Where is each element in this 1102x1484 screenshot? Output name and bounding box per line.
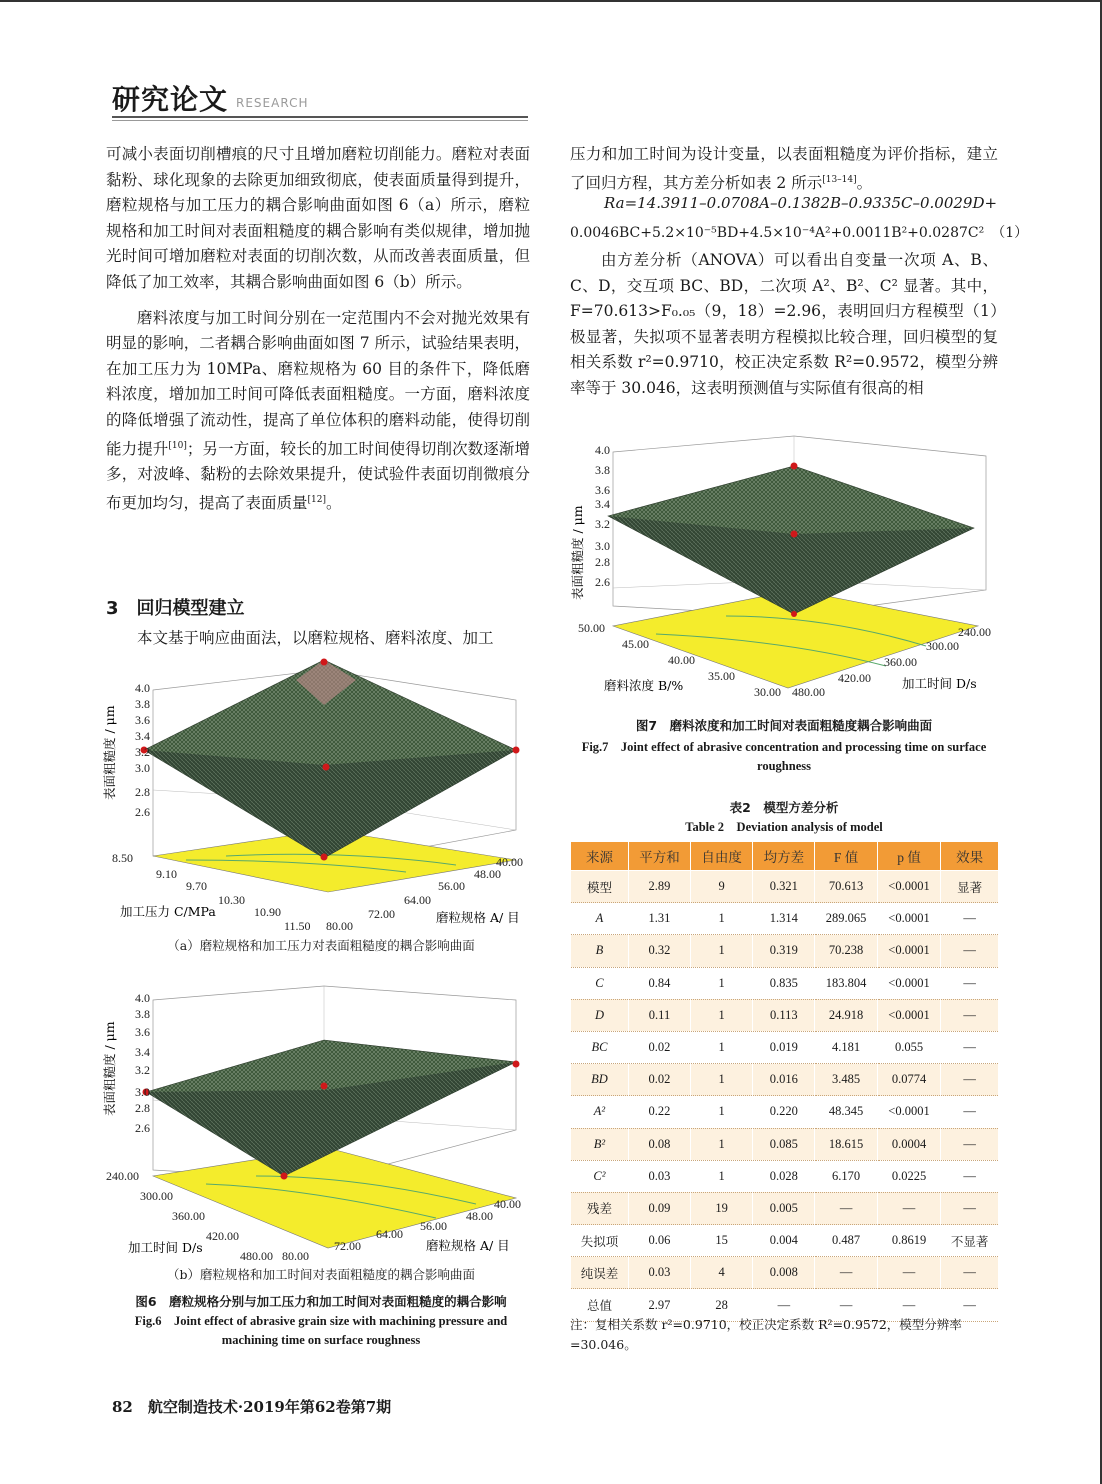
- x-tick: 480.00: [240, 1249, 273, 1263]
- table-cell: 1: [691, 1128, 753, 1160]
- z-tick: 3.2: [135, 1063, 150, 1077]
- table-cell: —: [941, 1128, 998, 1160]
- table-cell: 0.008: [753, 1257, 815, 1289]
- table-note: 注：复相关系数 r²=0.9710，校正决定系数 R²=0.9572，模型分辨率=30.046。: [570, 1317, 962, 1352]
- y-tick: 80.00: [326, 919, 353, 933]
- table-header: 来源: [571, 842, 629, 871]
- paragraph: [106, 306, 530, 517]
- table-cell: 48.345: [815, 1096, 877, 1128]
- table-row: [571, 1225, 999, 1257]
- page-footer: 82 航空制造技术·2019年第62卷第7期: [112, 1398, 392, 1416]
- y-tick: 64.00: [404, 893, 431, 907]
- x-tick: 420.00: [206, 1229, 239, 1243]
- z-tick: 3.8: [135, 697, 150, 711]
- figure-6b-subcaption: （b）磨粒规格和加工时间对表面粗糙度的耦合影响曲面: [166, 1267, 475, 1282]
- z-tick: 3.2: [595, 517, 610, 531]
- paragraph: 由方差分析（ANOVA）可以看出自变量一次项 A、B、C、D，交互项 BC、BD，二次项 A²、B²、C² 显著。其中，F=70.613>F₀.₀₅（9，18）=2.96，表明回归方程模型（1）极显著，失拟项不显著表明方程模拟比较合理，回归模型的复相关系数 r²=0.9710，校正决定系数 R²=0.9572，模型分辨率等于 30.046，这表明预测值与实际值有很高的相: [570, 251, 998, 397]
- z-axis-label: 表面粗糙度 / μm: [102, 705, 117, 800]
- table-row: [571, 1031, 999, 1063]
- table-cell: 残差: [571, 1192, 629, 1224]
- table-2-caption-cn: 表2 模型方差分析: [729, 800, 839, 815]
- table-header-row: [571, 842, 999, 871]
- figure-6-caption-en: Fig.6 Joint effect of abrasive grain size with machining pressure and machining time on surface roughness: [134, 1314, 508, 1347]
- figure-6-caption-cn: 图6 磨粒规格分别与加工压力和加工时间对表面粗糙度的耦合影响: [135, 1294, 507, 1309]
- citation: [13–14]: [822, 174, 857, 185]
- table-cell: —: [941, 903, 998, 935]
- table-cell: 0.085: [753, 1128, 815, 1160]
- z-tick: 4.0: [595, 443, 610, 457]
- z-tick: 2.6: [135, 1121, 150, 1135]
- table-cell: 0.004: [753, 1225, 815, 1257]
- table-cell: B²: [571, 1128, 629, 1160]
- x-tick: 10.90: [254, 905, 281, 919]
- table-cell: 失拟项: [571, 1225, 629, 1257]
- z-tick: 3.0: [135, 1085, 150, 1099]
- x-tick: 9.70: [186, 879, 207, 893]
- z-tick: 2.6: [135, 805, 150, 819]
- figure-7-caption-cn: 图7 磨料浓度和加工时间对表面粗糙度耦合影响曲面: [635, 718, 933, 733]
- x-tick: 40.00: [668, 653, 695, 667]
- table-cell: 0.06: [628, 1225, 690, 1257]
- table-cell: 4.181: [815, 1031, 877, 1063]
- y-tick: 40.00: [494, 1197, 521, 1211]
- x-tick: 360.00: [172, 1209, 205, 1223]
- table-cell: 0.016: [753, 1064, 815, 1096]
- table-cell: —: [877, 1192, 941, 1224]
- table-cell: —: [815, 1257, 877, 1289]
- table-cell: 总值: [571, 1289, 629, 1321]
- table-cell: 289.065: [815, 903, 877, 935]
- z-tick: 3.0: [595, 539, 610, 553]
- y-tick: 64.00: [376, 1227, 403, 1241]
- table-row: [571, 871, 999, 903]
- table-cell: 3.485: [815, 1064, 877, 1096]
- design-point: [323, 764, 330, 771]
- table-cell: 0.8619: [877, 1225, 941, 1257]
- figure-7-surface: [566, 430, 1006, 698]
- y-tick: 48.00: [466, 1209, 493, 1223]
- table-cell: 0.09: [628, 1192, 690, 1224]
- table-cell: 0.0004: [877, 1128, 941, 1160]
- table-cell: 0.028: [753, 1160, 815, 1192]
- figure-7-caption-en: Fig.7 Joint effect of abrasive concentration and processing time on surface roughness: [581, 740, 987, 773]
- table-cell: 0.005: [753, 1192, 815, 1224]
- table-cell: 24.918: [815, 999, 877, 1031]
- table-row: [571, 903, 999, 935]
- table-cell: 1: [691, 1160, 753, 1192]
- header-title: 研究论文: [112, 83, 229, 116]
- table-header: 效果: [941, 842, 998, 871]
- z-tick: 3.6: [135, 1025, 150, 1039]
- design-point: [321, 659, 328, 666]
- anova-table: [570, 842, 998, 1322]
- table-cell: 模型: [571, 871, 629, 903]
- x-tick: 35.00: [708, 669, 735, 683]
- z-tick: 3.2: [135, 745, 150, 759]
- table-row: [571, 1128, 999, 1160]
- table-row: [571, 1257, 999, 1289]
- z-tick: 2.8: [135, 1101, 150, 1115]
- table-cell: 1: [691, 1096, 753, 1128]
- table-cell: 显著: [941, 871, 998, 903]
- z-tick: 4.0: [135, 681, 150, 695]
- table-row: [571, 967, 999, 999]
- table-cell: —: [753, 1289, 815, 1321]
- y-tick: 40.00: [496, 855, 523, 869]
- table-cell: 0.0225: [877, 1160, 941, 1192]
- table-cell: 1.314: [753, 903, 815, 935]
- table-cell: D: [571, 999, 629, 1031]
- figure-6a-surface: [102, 660, 536, 933]
- table-header: p 值: [877, 842, 941, 871]
- z-axis-label: 表面粗糙度 / μm: [570, 505, 585, 600]
- table-cell: 0.32: [628, 935, 690, 967]
- design-point: [791, 611, 797, 617]
- table-cell: 0.84: [628, 967, 690, 999]
- table-cell: 28: [691, 1289, 753, 1321]
- table-cell: —: [941, 1096, 998, 1128]
- citation: [12]: [307, 494, 326, 505]
- header-rule: [112, 116, 528, 118]
- table-cell: <0.0001: [877, 935, 941, 967]
- table-cell: 0.319: [753, 935, 815, 967]
- x-tick: 30.00: [754, 685, 781, 699]
- table-header: 自由度: [691, 842, 753, 871]
- equation-line-1: Ra=14.3911–0.0708A–0.1382B–0.9335C–0.0029D+: [604, 194, 998, 212]
- table-cell: 1: [691, 999, 753, 1031]
- x-tick: 10.30: [218, 893, 245, 907]
- table-cell: —: [877, 1257, 941, 1289]
- header-rule-thin: [112, 120, 528, 121]
- table-cell: 0.22: [628, 1096, 690, 1128]
- z-tick: 4.0: [135, 991, 150, 1005]
- table-cell: A²: [571, 1096, 629, 1128]
- table-cell: 1: [691, 967, 753, 999]
- x-tick: 11.50: [284, 919, 311, 933]
- z-tick: 2.8: [135, 785, 150, 799]
- table-cell: <0.0001: [877, 1096, 941, 1128]
- design-point: [791, 531, 798, 538]
- text-run: 磨料浓度与加工时间分别在一定范围内不会对抛光效果有明显的影响，二者耦合影响曲面如图 7 所示，试验结果表明，在加工压力为 10MPa、磨粒规格为 60 目的条件下，降低磨料浓度，增加加工时间可降低表面粗糙度。一方面，磨料浓度的降低增强了流动性，提高了单位体积的磨料动能，使得切削能力提升: [106, 308, 530, 458]
- y-axis-label: 磨粒规格 A/ 目: [436, 910, 520, 925]
- z-tick: 3.8: [135, 1007, 150, 1021]
- z-axis-label: 表面粗糙度 / μm: [102, 1021, 117, 1116]
- table-cell: 0.220: [753, 1096, 815, 1128]
- section-heading: 3 回归模型建立: [106, 598, 245, 619]
- table-cell: 0.02: [628, 1064, 690, 1096]
- z-tick: 3.6: [135, 713, 150, 727]
- x-axis-label: 加工时间 D/s: [128, 1240, 203, 1255]
- z-tick: 3.6: [595, 483, 610, 497]
- y-tick: 360.00: [884, 655, 917, 669]
- table-cell: 0.11: [628, 999, 690, 1031]
- table-cell: 4: [691, 1257, 753, 1289]
- x-tick: 9.10: [156, 867, 177, 881]
- table-cell: 19: [691, 1192, 753, 1224]
- figure-6a-subcaption: （a）磨粒规格和加工压力对表面粗糙度的耦合影响曲面: [167, 938, 475, 953]
- y-tick: 72.00: [334, 1239, 361, 1253]
- table-row: [571, 1192, 999, 1224]
- table-header: F 值: [815, 842, 877, 871]
- table-cell: 0.835: [753, 967, 815, 999]
- table-row: [571, 1096, 999, 1128]
- table-cell: 70.613: [815, 871, 877, 903]
- table-cell: 纯误差: [571, 1257, 629, 1289]
- text-run: ；另一方面，较长的加工时间使得切削次数逐渐增多，对波峰、黏粉的去除效果提升，使试验件表面切削微痕分布更加均匀，提高了表面质量: [106, 439, 530, 513]
- table-cell: 0.487: [815, 1225, 877, 1257]
- text-run: 。: [326, 494, 342, 513]
- table-cell: 0.019: [753, 1031, 815, 1063]
- z-tick: 3.4: [135, 729, 150, 743]
- y-tick: 80.00: [282, 1249, 309, 1263]
- y-tick: 240.00: [958, 625, 991, 639]
- table-cell: 70.238: [815, 935, 877, 967]
- table-cell: A: [571, 903, 629, 935]
- right-text-block: [570, 142, 998, 196]
- table-cell: 2.89: [628, 871, 690, 903]
- y-tick: 300.00: [926, 639, 959, 653]
- table-cell: 0.055: [877, 1031, 941, 1063]
- table-header: 平方和: [628, 842, 690, 871]
- table-cell: 0.02: [628, 1031, 690, 1063]
- z-tick: 3.8: [595, 463, 610, 477]
- table-cell: 0.03: [628, 1257, 690, 1289]
- table-cell: BC: [571, 1031, 629, 1063]
- table-cell: —: [941, 1289, 998, 1321]
- table-cell: —: [941, 1031, 998, 1063]
- y-axis-label: 磨粒规格 A/ 目: [426, 1238, 510, 1253]
- design-point: [513, 1061, 520, 1068]
- table-2-caption-en: Table 2 Deviation analysis of model: [685, 820, 883, 834]
- z-tick: 2.6: [595, 575, 610, 589]
- table-cell: 0.321: [753, 871, 815, 903]
- x-tick: 240.00: [106, 1169, 139, 1183]
- x-axis-label: 磨料浓度 B/%: [604, 678, 684, 693]
- left-text-block: [106, 142, 530, 517]
- x-tick: 45.00: [622, 637, 649, 651]
- table-cell: BD: [571, 1064, 629, 1096]
- table-cell: —: [941, 999, 998, 1031]
- response-surface-shade: [144, 750, 516, 858]
- table-cell: 6.170: [815, 1160, 877, 1192]
- equation-line-2: 0.0046BC+5.2×10⁻⁵BD+4.5×10⁻⁴A²+0.0011B²+0.0287C² （1）: [570, 225, 1029, 241]
- design-point: [513, 747, 520, 754]
- design-point: [281, 1173, 288, 1180]
- z-tick: 3.4: [135, 1045, 150, 1059]
- y-axis-label: 加工时间 D/s: [902, 676, 977, 691]
- table-cell: —: [941, 967, 998, 999]
- design-point: [321, 1083, 328, 1090]
- table-cell: 9: [691, 871, 753, 903]
- paragraph: [570, 142, 998, 196]
- table-cell: 15: [691, 1225, 753, 1257]
- z-tick: 3.0: [135, 761, 150, 775]
- z-tick: 3.4: [595, 497, 610, 511]
- y-tick: 56.00: [420, 1219, 447, 1233]
- design-point: [321, 854, 328, 861]
- table-cell: <0.0001: [877, 871, 941, 903]
- table-cell: —: [941, 1064, 998, 1096]
- y-tick: 72.00: [368, 907, 395, 921]
- table-cell: —: [941, 1257, 998, 1289]
- y-tick: 420.00: [838, 671, 871, 685]
- table-row: [571, 1160, 999, 1192]
- table-header: 均方差: [753, 842, 815, 871]
- table-cell: 不显著: [941, 1225, 998, 1257]
- table-row: [571, 935, 999, 967]
- table-cell: <0.0001: [877, 903, 941, 935]
- table-cell: C: [571, 967, 629, 999]
- table-cell: C²: [571, 1160, 629, 1192]
- x-tick: 300.00: [140, 1189, 173, 1203]
- table-cell: 1: [691, 1031, 753, 1063]
- table-cell: 0.113: [753, 999, 815, 1031]
- text-run: 。: [856, 173, 873, 192]
- y-tick: 48.00: [474, 867, 501, 881]
- table-cell: —: [815, 1289, 877, 1321]
- table-cell: —: [941, 935, 998, 967]
- table-cell: <0.0001: [877, 967, 941, 999]
- table-cell: —: [941, 1192, 998, 1224]
- table-cell: <0.0001: [877, 999, 941, 1031]
- table-cell: 18.615: [815, 1128, 877, 1160]
- x-tick: 50.00: [578, 621, 605, 635]
- x-axis-label: 加工压力 C/MPa: [120, 904, 216, 919]
- table-cell: 1: [691, 903, 753, 935]
- z-tick: 2.8: [595, 555, 610, 569]
- paragraph: 本文基于响应曲面法，以磨粒规格、磨料浓度、加工: [137, 629, 494, 647]
- table-row: [571, 1064, 999, 1096]
- text-run: 压力和加工时间为设计变量，以表面粗糙度为评价指标，建立了回归方程，其方差分析如表 2 所示: [570, 145, 998, 192]
- table-cell: —: [941, 1160, 998, 1192]
- table-cell: —: [877, 1289, 941, 1321]
- y-tick: 480.00: [792, 685, 825, 699]
- x-tick: 8.50: [112, 851, 133, 865]
- table-cell: 1: [691, 935, 753, 967]
- table-cell: 0.03: [628, 1160, 690, 1192]
- section-header: [112, 78, 309, 118]
- header-subtitle: RESEARCH: [236, 96, 309, 110]
- table-cell: 1.31: [628, 903, 690, 935]
- design-point: [791, 463, 798, 470]
- paragraph: 可减小表面切削槽痕的尺寸且增加磨粒切削能力。磨粒对表面黏粉、球化现象的去除更加细致彻底，使表面质量得到提升，磨粒规格与加工压力的耦合影响曲面如图 6（a）所示，磨粒规格和加工时间对表面粗糙度的耦合影响有类似规律，增加抛光时间可增加磨粒对表面的切削次数，从而改善表面质量，但降低了加工效率，其耦合影响曲面如图 6（b）所示。: [106, 145, 530, 291]
- table-cell: 1: [691, 1064, 753, 1096]
- y-tick: 56.00: [438, 879, 465, 893]
- table-cell: 183.804: [815, 967, 877, 999]
- table-row: [571, 999, 999, 1031]
- table-cell: 0.0774: [877, 1064, 941, 1096]
- top-border: [0, 0, 1102, 2]
- table-cell: —: [815, 1192, 877, 1224]
- figure-6b-surface: [102, 980, 536, 1263]
- table-cell: 2.97: [628, 1289, 690, 1321]
- citation: [10]: [168, 440, 187, 451]
- left-text-block-2: [106, 626, 530, 652]
- table-cell: 0.08: [628, 1128, 690, 1160]
- right-text-block-2: [570, 248, 998, 402]
- table-cell: B: [571, 935, 629, 967]
